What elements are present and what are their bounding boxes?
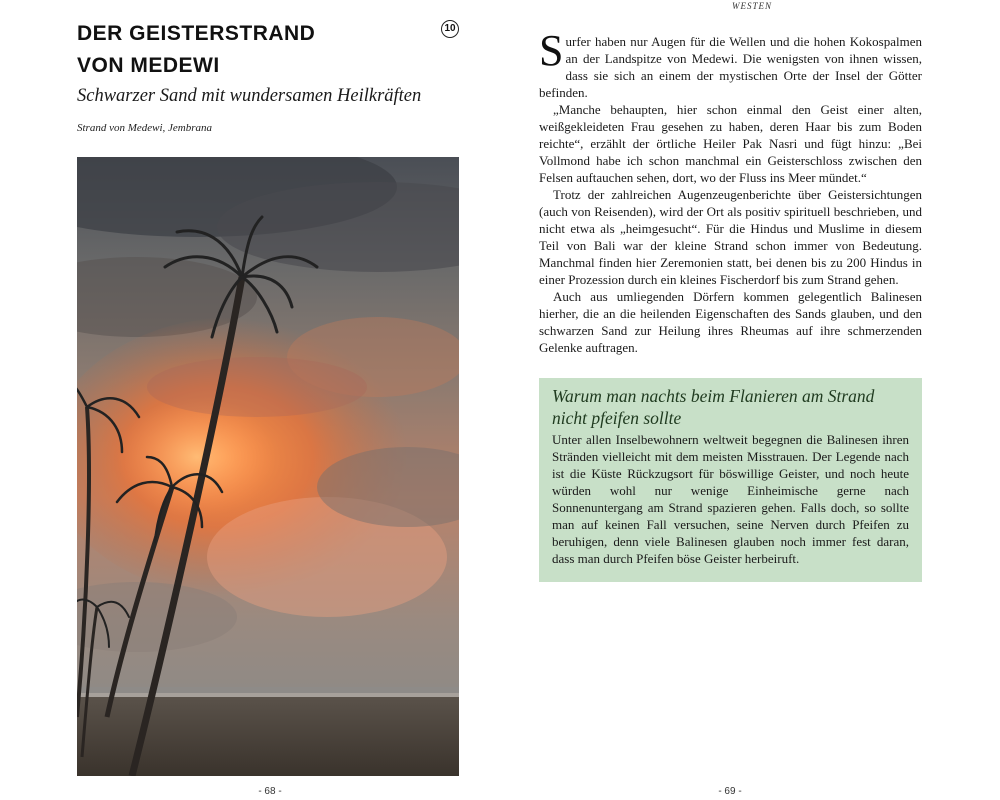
palm-beach-illustration	[77, 157, 459, 776]
paragraph-1	[539, 26, 922, 101]
right-page	[500, 0, 1000, 800]
chapter-title-line-2: VON MEDEWI	[77, 54, 220, 77]
paragraph-1-text: urfer haben nur Augen für die Wellen und die hohen Kokospalmen an der Landspitze von Medewi. Die wenigsten von ihnen wissen, dass sie sich an einem der mystischen Orte der Insel der Götter befinden.	[539, 34, 922, 100]
page-number-right: - 69 -	[718, 786, 742, 797]
page-number-left: - 68 -	[258, 786, 282, 797]
chapter-title	[77, 18, 437, 82]
paragraph-3: Trotz der zahlreichen Augenzeugenberichte über Geistersichtungen (auch von Reisenden), wird der Ort als positiv spirituell beschrieben, und nicht etwa als „heimgesucht“. Für die Hindus und Muslime in diesem Teil von Bali war der kleine Strand schon immer von Bedeutung. Manchmal finden hier Zeremonien statt, bei denen bis zu 200 Hindus in einer Prozession durch ein kleines Fischerdorf bis zum Strand gehen.	[539, 187, 922, 287]
info-box-title: Warum man nachts beim Flanieren am Strand nicht pfeifen sollte	[552, 386, 875, 428]
running-head: WESTEN	[731, 1, 772, 11]
chapter-title-line-1: DER GEISTERSTRAND	[77, 22, 316, 45]
drop-cap: S	[539, 26, 564, 75]
article-body	[539, 26, 922, 356]
chapter-number-badge: 10	[441, 20, 459, 38]
beach-sunset-photo	[77, 157, 459, 776]
paragraph-4: Auch aus umliegenden Dörfern kommen gelegentlich Balinesen hierher, die an die heilenden Eigenschaften des Sands glauben, und den schwarzen Sand zur Heilung ihres Rheumas auf ihre schmerzenden Gelenke auftragen.	[539, 289, 922, 355]
location-caption: Strand von Medewi, Jembrana	[77, 122, 213, 134]
chapter-subtitle: Schwarzer Sand mit wundersamen Heilkräften	[77, 86, 422, 106]
paragraph-2: „Manche behaupten, hier schon einmal den Geist einer alten, weißgekleideten Frau gesehen zu haben, deren Haar bis zum Boden reichte“, erzählt der örtliche Heiler Pak Nasri und fügt hinzu: „Bei Vollmond habe ich schon manchmal ein Geisterschloss zwischen den Felsen auftauchen sehen, dort, wo der Fluss ins Meer mündet.“	[539, 102, 922, 185]
info-box	[539, 378, 922, 582]
info-box-text: Unter allen Inselbewohnern weltweit begegnen die Balinesen ihren Stränden vielleicht mit dem meisten Misstrauen. Der Legende nach ist die Küste Rückzugsort für böswillige Geister, und noch heute würden wohl nur wenige Einheimische gerne nach Sonnenuntergang am Strand spazieren gehen. Falls doch, so sollte man auf keinen Fall versuchen, seine Nerven durch Pfeifen zu beruhigen, denn viele Balinesen glauben noch immer fest daran, dass man durch Pfeifen böse Geister herbeiruft.	[552, 432, 909, 566]
